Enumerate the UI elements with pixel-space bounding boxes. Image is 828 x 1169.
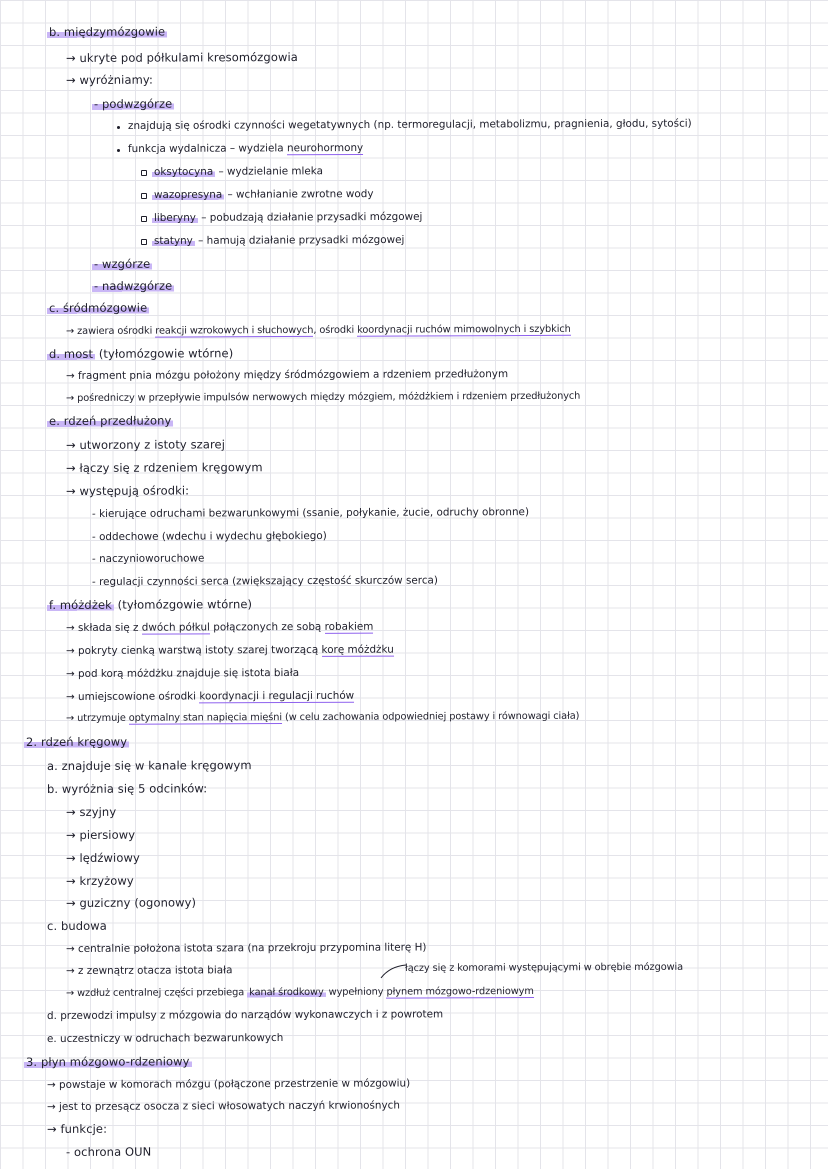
- heading-plyn-mozgowo-rdzeniowy: 3. płyn mózgowo-rdzeniowy: [25, 1054, 190, 1069]
- note-line: → wzdłuż centralnej części przebiega kanał środkowy wypełniony płynem mózgowo-rdzeniowym: [65, 985, 534, 999]
- note-line: → centralnie położona istota szara (na przekroju przypomina literę H): [65, 941, 427, 955]
- note-line: → składa się z dwóch półkul połączonych ze sobą robakiem: [65, 620, 374, 634]
- note-line: → pośredniczy w przepływie impulsów nerwowych między mózgiem, móżdżkiem i rdzeniem przedłużonych: [65, 390, 581, 404]
- note-line: → fragment pnia mózgu położony między śródmózgowiem a rdzeniem przedłużonym: [65, 368, 509, 382]
- note-line: → zawiera ośrodki reakcji wzrokowych i słuchowych, ośrodki koordynacji ruchów mimowolnych i szybkich: [65, 323, 571, 337]
- note-line: → funkcje:: [46, 1121, 108, 1136]
- note-line: - kierujące odruchami bezwarunkowymi (ssanie, połykanie, żucie, odruchy obronne): [91, 506, 530, 520]
- note-line: a. znajduje się w kanale kręgowym: [46, 758, 252, 773]
- subheading-podwzgorze: - podwzgórze: [93, 96, 173, 111]
- note-line: e. uczestniczy w odruchach bezwarunkowych: [46, 1031, 284, 1045]
- heading-rdzen-kregowy: 2. rdzeń kręgowy: [25, 734, 128, 749]
- heading-rdzen-przedluzony: e. rdzeń przedłużony: [48, 413, 172, 428]
- list-item: → lędźwiowy: [65, 850, 140, 865]
- note-line: → pod korą móżdżku znajduje się istota biała: [65, 666, 300, 680]
- note-line: → utrzymuje optymalny stan napięcia mięśni (w celu zachowania odpowiedniej postawy i równowagi ciała): [65, 710, 580, 724]
- note-line: b. wyróżnia się 5 odcinków:: [46, 781, 208, 796]
- bullet-square: [141, 170, 147, 176]
- note-line: → jest to przesącz osocza z sieci włosowatych naczyń krwionośnych: [46, 1099, 400, 1113]
- note-line: → utworzony z istoty szarej: [65, 437, 226, 452]
- note-line: znajdują się ośrodki czynności wegetatywnych (np. termoregulacji, metabolizmu, pragnienia, głodu, sytości): [127, 117, 692, 132]
- list-item: → guziczny (ogonowy): [65, 895, 197, 910]
- bullet-square: [141, 216, 147, 222]
- bullet-square: [141, 193, 147, 199]
- annotation-text: łączy się z komorami występującymi w obrębie mózgowia: [404, 961, 684, 974]
- heading-mozdzek: f. móżdżek (tyłomózgowie wtórne): [48, 597, 253, 612]
- note-line: - regulacji czynności serca (zwiększający częstość skurczów serca): [91, 574, 438, 588]
- subheading-nadwzgorze: - nadwzgórze: [93, 278, 173, 293]
- list-item: → krzyżowy: [65, 873, 134, 888]
- note-line: → występują ośrodki:: [65, 483, 190, 498]
- note-line: → umiejscowione ośrodki koordynacji i regulacji ruchów: [65, 689, 355, 703]
- note-line: → ukryte pod półkulami kresomózgowia: [65, 49, 298, 65]
- note-line: - oddechowe (wdechu i wydechu głębokiego): [91, 529, 327, 543]
- bullet-square: [141, 239, 147, 245]
- heading-srodmozgowie: c. śródmózgowie: [48, 300, 148, 315]
- hormone-wazopresyna: wazopresyna – wchłanianie zwrotne wody: [153, 188, 374, 201]
- note-line: → łączy się z rdzeniem kręgowym: [65, 460, 263, 475]
- bullet-dot: [117, 126, 120, 129]
- note-line: → wyróżniamy:: [65, 72, 153, 87]
- note-line: d. przewodzi impulsy z mózgowia do narządów wykonawczych i z powrotem: [46, 1008, 444, 1022]
- note-line: - ochrona OUN: [65, 1144, 152, 1159]
- heading-miedzymozgowie: b. międzymózgowie: [48, 24, 166, 39]
- hormone-liberyny: liberyny – pobudzają działanie przysadki mózgowej: [153, 210, 423, 224]
- note-line: - naczynioworuchowe: [91, 552, 205, 565]
- hormone-oksytocyna: oksytocyna – wydzielanie mleka: [153, 165, 324, 178]
- note-line: funkcja wydalnicza – wydziela neurohormony: [127, 141, 364, 155]
- annotation-arrow-icon: [379, 962, 407, 980]
- list-item: → piersiowy: [65, 827, 136, 842]
- subheading-wzgorze: - wzgórze: [93, 256, 151, 271]
- note-line: → z zewnątrz otacza istota biała: [65, 964, 233, 977]
- note-line: → powstaje w komorach mózgu (połączone przestrzenie w mózgowiu): [46, 1077, 411, 1091]
- list-item: → szyjny: [65, 804, 117, 819]
- bullet-dot: [117, 149, 120, 152]
- heading-most: d. most (tyłomózgowie wtórne): [48, 346, 234, 361]
- hormone-statyny: statyny – hamują działanie przysadki mózgowej: [153, 233, 405, 247]
- note-line: → pokryty cienką warstwą istoty szarej tworzącą korę móżdżku: [65, 643, 394, 657]
- note-line: c. budowa: [46, 918, 107, 933]
